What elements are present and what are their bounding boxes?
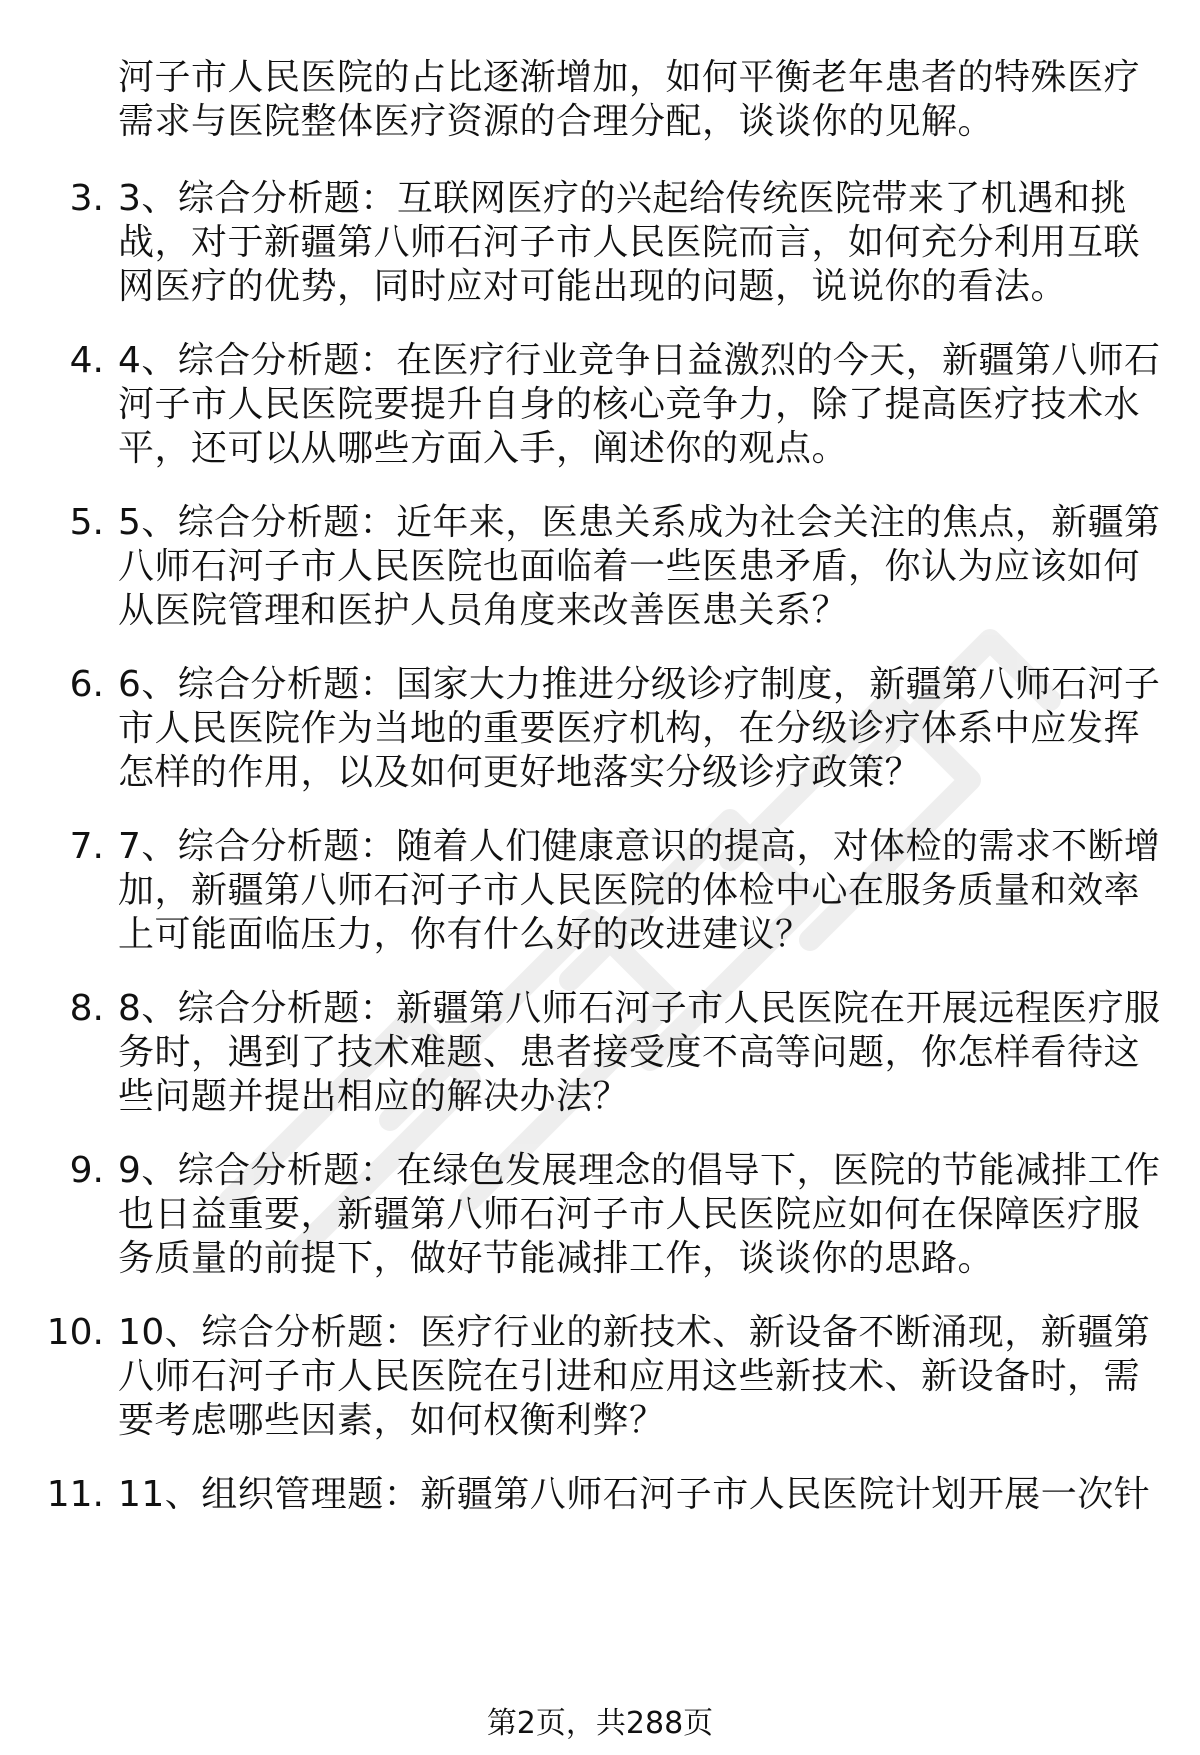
question-line: 平，还可以从哪些方面入手，阐述你的观点。: [118, 428, 849, 469]
continuation-line-2: 需求与医院整体医疗资源的合理分配，谈谈你的见解。: [118, 101, 995, 142]
question-line: 务质量的前提下，做好节能减排工作，谈谈你的思路。: [118, 1238, 995, 1279]
question-line: 要考虑哪些因素，如何权衡利弊？: [118, 1400, 666, 1441]
question-line: 务时，遇到了技术难题、患者接受度不高等问题，你怎样看待这: [118, 1032, 1141, 1073]
continuation-line-1: 河子市人民医院的占比逐渐增加，如何平衡老年患者的特殊医疗: [118, 57, 1141, 98]
question-line: 也日益重要，新疆第八师石河子市人民医院应如何在保障医疗服: [118, 1194, 1141, 1235]
list-number: 3.: [69, 178, 104, 219]
list-number: 8.: [69, 988, 104, 1029]
question-line: 怎样的作用，以及如何更好地落实分级诊疗政策？: [118, 752, 922, 793]
question-line: 10、综合分析题：医疗行业的新技术、新设备不断涌现，新疆第: [118, 1312, 1151, 1353]
question-line: 3、综合分析题：互联网医疗的兴起给传统医院带来了机遇和挑: [118, 178, 1127, 219]
question-line: 战，对于新疆第八师石河子市人民医院而言，如何充分利用互联: [118, 222, 1141, 263]
question-line: 些问题并提出相应的解决办法？: [118, 1076, 630, 1117]
page-footer: 第2页，共288页: [486, 1706, 714, 1741]
question-line: 网医疗的优势，同时应对可能出现的问题，说说你的看法。: [118, 266, 1068, 307]
question-line: 加，新疆第八师石河子市人民医院的体检中心在服务质量和效率: [118, 870, 1141, 911]
question-line: 河子市人民医院要提升自身的核心竞争力，除了提高医疗技术水: [118, 384, 1141, 425]
question-line: 9、综合分析题：在绿色发展理念的倡导下，医院的节能减排工作: [118, 1150, 1161, 1191]
list-number: 11.: [46, 1474, 104, 1515]
question-line: 5、综合分析题：近年来，医患关系成为社会关注的焦点，新疆第: [118, 502, 1161, 543]
question-line: 6、综合分析题：国家大力推进分级诊疗制度，新疆第八师石河子: [118, 664, 1161, 705]
list-number: 9.: [69, 1150, 104, 1191]
question-line: 11、组织管理题：新疆第八师石河子市人民医院计划开展一次针: [118, 1474, 1151, 1515]
question-line: 从医院管理和医护人员角度来改善医患关系？: [118, 590, 849, 631]
question-line: 八师石河子市人民医院也面临着一些医患矛盾，你认为应该如何: [118, 546, 1141, 587]
question-line: 八师石河子市人民医院在引进和应用这些新技术、新设备时，需: [118, 1356, 1141, 1397]
question-line: 8、综合分析题：新疆第八师石河子市人民医院在开展远程医疗服: [118, 988, 1161, 1029]
question-line: 7、综合分析题：随着人们健康意识的提高，对体检的需求不断增: [118, 826, 1161, 867]
question-line: 市人民医院作为当地的重要医疗机构，在分级诊疗体系中应发挥: [118, 708, 1141, 749]
question-line: 上可能面临压力，你有什么好的改进建议？: [118, 914, 812, 955]
list-number: 5.: [69, 502, 104, 543]
list-number: 10.: [46, 1312, 104, 1353]
list-number: 4.: [69, 340, 104, 381]
list-number: 7.: [69, 826, 104, 867]
question-line: 4、综合分析题：在医疗行业竞争日益激烈的今天，新疆第八师石: [118, 340, 1161, 381]
list-number: 6.: [69, 664, 104, 705]
